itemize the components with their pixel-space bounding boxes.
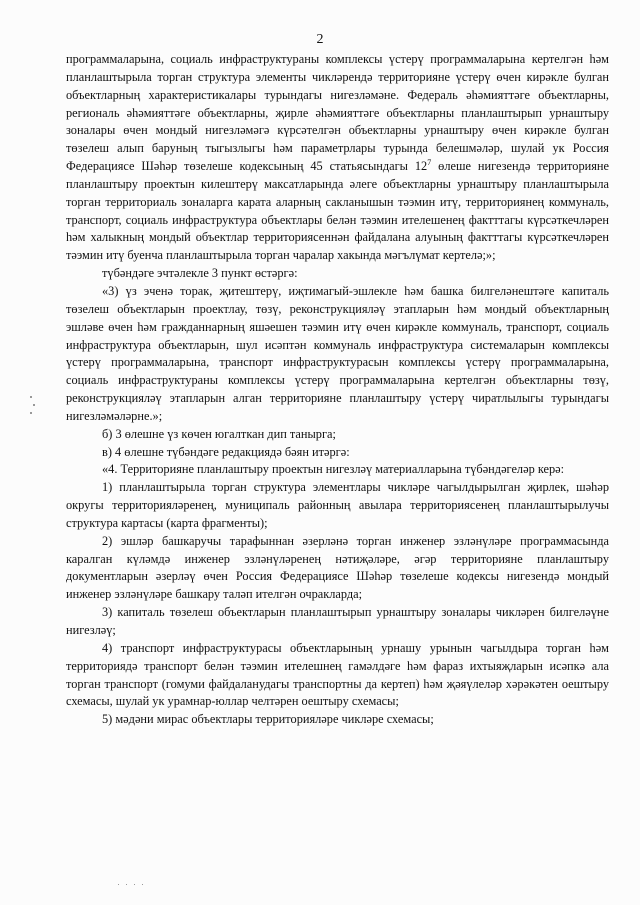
paragraph: 2) эшләр башкаручы тарафыннан әзерләнә торган инженер эзләнүләре программасында каралган күләмдә инженер эзләнүләренең нәтиҗәләре, әгәр территорияне планлаштыру документларын әзерләү өчен Россия Федерациясе Шәһәр төзелеше кодексы нигезендә мондый инженер эзләнүләре башкару таләп ителгән очракларда; bbox=[66, 533, 609, 602]
paragraph: в) 4 өлешне түбәндәге редакциядә бәян итәргә: bbox=[102, 444, 350, 459]
scan-speck bbox=[33, 404, 35, 406]
scan-speck bbox=[134, 884, 135, 885]
page-number: 2 bbox=[316, 32, 324, 47]
superscript: 7 bbox=[427, 157, 432, 167]
scan-speck bbox=[30, 412, 32, 414]
paragraph: б) 3 өлешне үз көчен югалткан дип танырга; bbox=[102, 426, 336, 441]
paragraph: түбәндәге эчтәлекле 3 пункт өстәргә: bbox=[102, 266, 298, 281]
paragraph: «4. Территорияне планлаштыру проектын нигезләү материалларына түбәндәгеләр керә: bbox=[102, 462, 565, 477]
paragraph: 3) капиталь төзелеш объектларын планлаштырып урнаштыру зоналары чикләрен билгеләүне нигезләү; bbox=[66, 605, 609, 637]
document-body bbox=[66, 51, 609, 729]
paragraph-continuation: программаларына, социаль инфраструктураны комплексы үстерү программаларына кертелгән һәм планлаштырыла торган структура элементы чикләрендә территорияне үстерү өчен кирәкле булган объектларның характеристикалары турындагы нигезләмәне. Федераль әһәмияттәге объектларны, региональ әһәмияттәге объектларны, җирле әһәмияттәге объектларны планлаштырып урнаштыру зоналары өчен мондый нигезләмәгә күрсәтелгән объектларны урнаштыру өчен кирәкле булган төзелеш алып баруның тыгызлыгы һәм параметрлары турында белешмәләр, шулай ук Россия Федерациясе Шәһәр төзелеше кодексының 45 статьясындагы $12^7$ өлеше нигезендә территорияне планлаштыру проектын килештерү максатларында әлеге объектларны урнаштыру планлаштырыла торган территориаль зоналарга карата аларның сакланышын тәэмин итү, территориянең коммуналь, транспорт, социаль инфраструктура объектлары белән тәэмин ителешенең фактттагы күрсәткечләрен һәм халыкның мондый объектлар территориясеннән файдалана алуының фактттагы күрсәткечләрен тәэмин итү буенча планлаштырыла торган чаралар хакында мәгълүмат кертелә;»; bbox=[66, 52, 609, 263]
scan-speck bbox=[30, 396, 32, 398]
scan-speck bbox=[142, 884, 143, 885]
paragraph: 4) транспорт инфраструктурасы объектларының урнашу урынын чагылдыра торган һәм территориядә транспорт белән тәэмин ителешнең гамәлдәге һәм фараз ихтыяҗларын исәпкә ала торган транспорт (гомуми файдаланудагы транспортны да кертеп) һәм җәяүлеләр хәрәкәтен оештыру схемасы, шулай ук урамнар-юллар челтәрен оештыру схемасы; bbox=[66, 640, 609, 709]
paragraph: 1) планлаштырыла торган структура элементлары чикләре чагылдырылган җирлек, шәһәр округы территорияләренең, муниципаль районның авылара территориясенең планлаштырылучы структура картасы (карта фрагменты); bbox=[66, 480, 609, 530]
paragraph: 5) мәдәни мирас объектлары территорияләре чикләре схемасы; bbox=[102, 712, 434, 727]
paragraph: «3) үз эченә торак, җитештерү, иҗтимагый-эшлекле һәм башка билгеләнештәге капиталь төзелеш объектларын проектлау, төзү, реконструкцияләү этапларын һәм мондый объектларның эшләве өчен һәм гражданнарның яшәешен тәэмин итү өчен кирәкле коммуналь, транспорт, социаль инфраструктура объектларын, шул исәптән коммуналь инфраструктура системаларын комплексы үстерү программаларына, транспорт инфраструктурасын комплексы үстерү программаларына, социаль инфраструктураны комплексы үстерү программаларына кертелгән объектларны төзү, реконструкцияләү этапларын алган территорияне планлаштыру үстерү чиратлылыгы турындагы нигезләмәләрне.»; bbox=[66, 283, 609, 423]
scan-speck bbox=[126, 884, 127, 885]
scan-speck bbox=[118, 884, 119, 885]
